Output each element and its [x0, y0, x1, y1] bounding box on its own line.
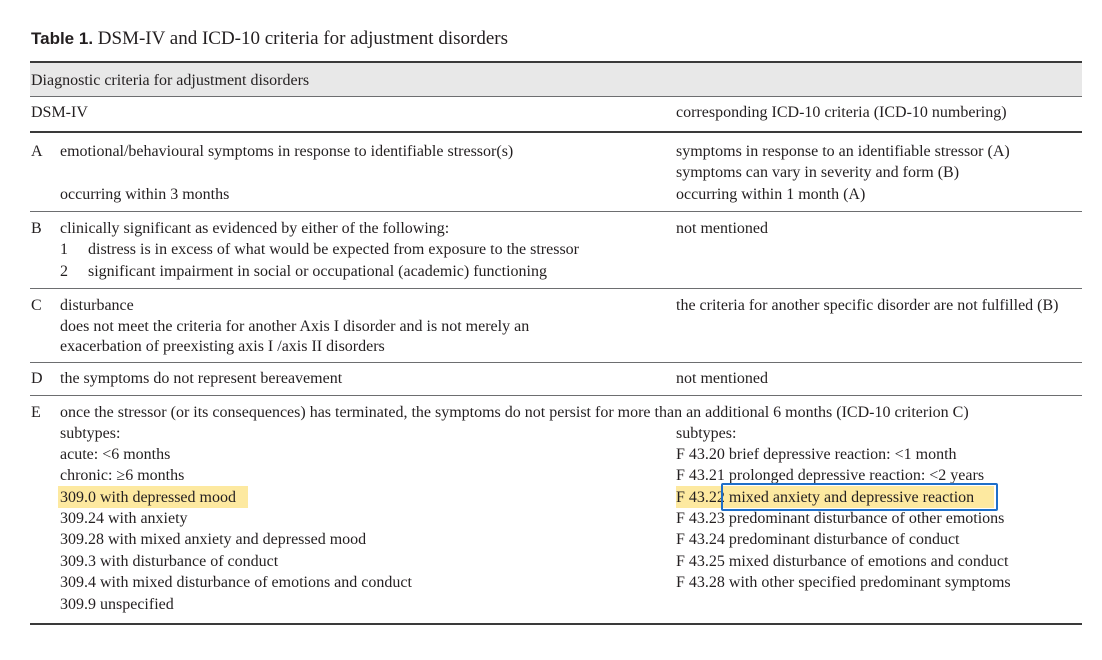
row-divider	[30, 288, 1082, 289]
row-letter: D	[31, 370, 43, 387]
row-e-icd-line: F 43.24 predominant disturbance of conduct	[676, 531, 960, 548]
row-c-dsm-line: disturbance	[60, 297, 134, 314]
row-e-icd-line: F 43.28 with other specified predominant symptoms	[676, 574, 1011, 591]
row-d-icd-line: not mentioned	[676, 370, 768, 387]
row-a-icd-line: symptoms in response to an identifiable stressor (A)	[676, 143, 1010, 160]
row-e-span-text: once the stressor (or its consequences) has terminated, the symptoms do not persist for more than an additional 6 months (ICD-10 criterion C)	[60, 404, 969, 421]
table-title: DSM-IV and ICD-10 criteria for adjustment disorders	[97, 28, 508, 49]
row-e-icd-line: F 43.23 predominant disturbance of other emotions	[676, 510, 1005, 527]
row-e-dsm-line: 309.4 with mixed disturbance of emotions and conduct	[60, 574, 412, 591]
row-b-icd-line: not mentioned	[676, 220, 768, 237]
row-letter: C	[31, 297, 42, 314]
header-rule	[30, 96, 1082, 97]
list-number: 1	[60, 241, 68, 258]
row-d-dsm-line: the symptoms do not represent bereavement	[60, 370, 343, 387]
column-header-rule	[30, 131, 1082, 133]
table-header: Diagnostic criteria for adjustment disorders	[31, 72, 310, 89]
row-divider	[30, 395, 1082, 396]
row-e-dsm-line: 309.24 with anxiety	[60, 510, 188, 527]
selection-box[interactable]	[721, 483, 998, 511]
row-e-icd-line: F 43.20 brief depressive reaction: <1 month	[676, 446, 957, 463]
row-letter: A	[31, 143, 43, 160]
top-rule	[30, 61, 1082, 63]
table-label: Table 1.	[31, 29, 94, 48]
row-b-dsm-line: significant impairment in social or occupational (academic) functioning	[88, 263, 547, 280]
row-e-dsm-line: 309.28 with mixed anxiety and depressed mood	[60, 531, 367, 548]
row-b-dsm-line: distress is in excess of what would be expected from exposure to the stressor	[88, 241, 579, 258]
row-c-dsm-line: does not meet the criteria for another Axis I disorder and is not merely an	[60, 318, 530, 335]
row-b-dsm-line: clinically significant as evidenced by either of the following:	[60, 220, 450, 237]
row-c-dsm-line: exacerbation of preexisting axis I /axis II disorders	[60, 338, 385, 355]
row-e-dsm-line: chronic: ≥6 months	[60, 467, 185, 484]
row-a-icd-line: symptoms can vary in severity and form (B)	[676, 164, 960, 181]
row-a-dsm-line: emotional/behavioural symptoms in response to identifiable stressor(s)	[60, 143, 514, 160]
bottom-rule	[30, 623, 1082, 625]
column-header-dsm: DSM-IV	[31, 104, 88, 121]
row-letter: B	[31, 220, 42, 237]
row-e-icd-line: F 43.21 prolonged depressive reaction: <2 years	[676, 467, 985, 484]
row-e-dsm-line: subtypes:	[60, 425, 121, 442]
row-letter: E	[31, 404, 41, 421]
row-e-icd-line: F 43.22 mixed anxiety and depressive reaction	[676, 489, 975, 506]
column-header-icd: corresponding ICD-10 criteria (ICD-10 numbering)	[676, 104, 1007, 121]
row-divider	[30, 362, 1082, 363]
row-e-icd-line: subtypes:	[676, 425, 737, 442]
row-e-dsm-line: 309.0 with depressed mood	[60, 489, 236, 506]
row-a-icd-line: occurring within 1 month (A)	[676, 186, 866, 203]
row-e-dsm-line: acute: <6 months	[60, 446, 171, 463]
row-e-icd-line: F 43.25 mixed disturbance of emotions and conduct	[676, 553, 1009, 570]
row-a-dsm-line: occurring within 3 months	[60, 186, 230, 203]
table-caption	[31, 28, 508, 50]
row-e-dsm-line: 309.3 with disturbance of conduct	[60, 553, 279, 570]
row-c-icd-line: the criteria for another specific disorder are not fulfilled (B)	[676, 297, 1059, 314]
row-divider	[30, 211, 1082, 212]
list-number: 2	[60, 263, 68, 280]
row-e-dsm-line: 309.9 unspecified	[60, 596, 174, 613]
